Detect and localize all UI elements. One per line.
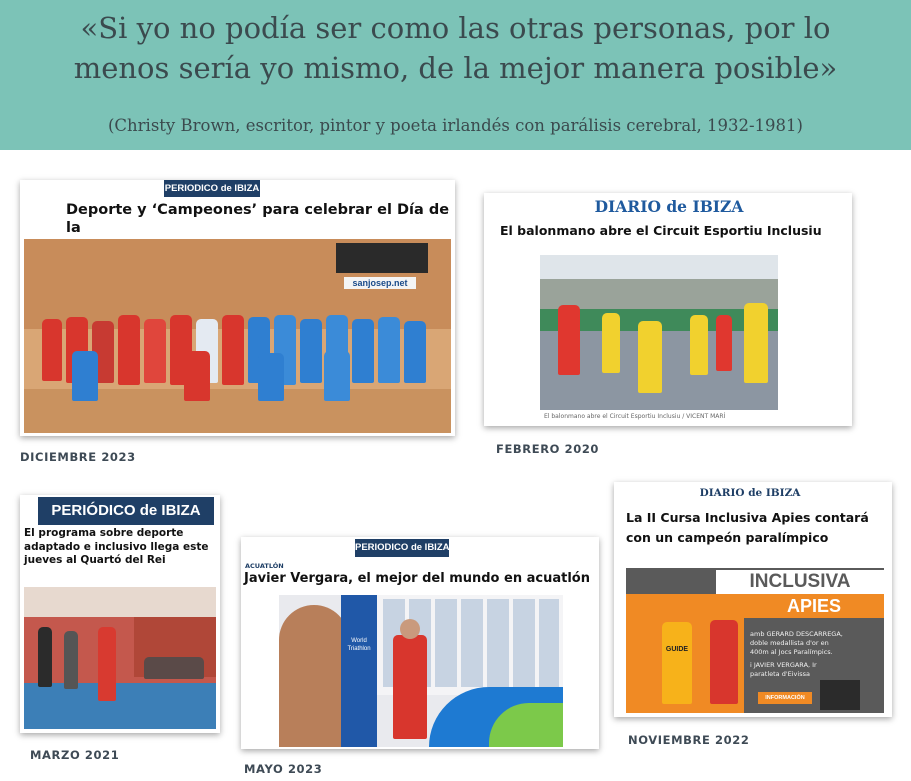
- player: [744, 303, 768, 383]
- poster-text: [750, 630, 882, 679]
- headline: [24, 527, 209, 568]
- headline-line-2: adaptado e inclusivo llega este: [24, 540, 209, 553]
- clipping-mayo-2023: [241, 537, 599, 749]
- race-poster: [626, 568, 884, 713]
- person: [38, 627, 52, 687]
- clipping-date: MAYO 2023: [244, 762, 323, 776]
- person: [98, 627, 116, 701]
- person: [72, 351, 98, 401]
- headline-line-2: con un campeón paralímpico: [626, 530, 829, 545]
- quote-text: [20, 8, 891, 88]
- player: [716, 315, 732, 371]
- photo-caption: El balonmano abre el Circuit Esportiu Inclusiu / VICENT MARÍ: [544, 413, 726, 420]
- headline-line-1: El programa sobre deporte: [24, 527, 184, 539]
- group-photo: [24, 239, 451, 433]
- headline-line-1: La II Cursa Inclusiva Apies contará: [626, 510, 869, 525]
- person: [378, 317, 400, 383]
- player: [690, 315, 708, 375]
- newspaper-masthead: DIARIO de IBIZA: [594, 197, 744, 216]
- ceiling: [24, 587, 216, 617]
- quote-attribution: (Christy Brown, escritor, pintor y poeta irlandés con parálisis cerebral, 1932-1981): [107, 116, 803, 135]
- newspaper-masthead: PERIÓDICO de IBIZA: [38, 497, 214, 525]
- quote-banner: [0, 0, 911, 150]
- person: [42, 319, 62, 381]
- person: [258, 353, 284, 401]
- arch: [279, 605, 349, 747]
- person: [184, 351, 210, 401]
- clipping-date: NOVIEMBRE 2022: [628, 733, 750, 747]
- person: [64, 631, 78, 689]
- clipping-date: MARZO 2021: [30, 748, 120, 762]
- person: [144, 319, 166, 383]
- newspaper-masthead: DIARIO de IBIZA: [699, 487, 801, 499]
- clipping-marzo-2021: [20, 495, 220, 733]
- athlete-head: [400, 619, 420, 639]
- clipping-noviembre-2022: [614, 482, 892, 717]
- person: [324, 351, 350, 401]
- newspaper-masthead: PERIODICO de IBIZA: [355, 539, 449, 557]
- person: [118, 315, 140, 385]
- player: [602, 313, 620, 373]
- finish-banner: [341, 595, 377, 747]
- clipping-date: DICIEMBRE 2023: [20, 450, 136, 464]
- player: [638, 321, 662, 393]
- handball-photo: [540, 255, 778, 410]
- runner: [662, 622, 692, 704]
- person: [404, 321, 426, 383]
- photo-sign: World Triathlon: [347, 638, 371, 652]
- photo-sign: sanjosep.net: [344, 277, 416, 289]
- person: [144, 657, 204, 679]
- clipping-date: FEBRERO 2020: [496, 442, 600, 456]
- quote-line-2: menos sería yo mismo, de la mejor manera posible»: [73, 51, 838, 85]
- headline-line-1: Deporte y ‘Campeones’ para celebrar el Día de la: [66, 202, 450, 236]
- poster-text-line: doble medallista d'or en: [750, 639, 829, 647]
- headline-line-3: jueves al Quartó del Rei: [24, 554, 166, 566]
- headline: Javier Vergara, el mejor del mundo en acuatlón: [244, 571, 590, 586]
- quote-line-1: «Si yo no podía ser como las otras personas, por lo: [80, 11, 831, 45]
- poster-text-line: paratleta d'Eivissa: [750, 670, 810, 678]
- poster-title: INCLUSIVA: [716, 570, 884, 594]
- gym-photo: [24, 587, 216, 729]
- section-label: ACUATLÓN: [245, 562, 284, 570]
- clipping-febrero-2020: [484, 193, 852, 426]
- athlete: [393, 635, 427, 739]
- portrait: [820, 680, 860, 710]
- triathlon-photo: [279, 595, 563, 747]
- blue-floor: [24, 683, 216, 729]
- headline: [626, 508, 869, 548]
- poster-text-line: amb GERARD DESCARREGA,: [750, 630, 843, 638]
- poster-button: INFORMACIÓN: [758, 692, 812, 704]
- poster-text-line: i JAVIER VERGARA, Ir: [750, 661, 817, 669]
- newspaper-masthead: PERIODICO de IBIZA: [164, 180, 260, 197]
- poster-text-line: 400m al Jocs Paralímpics.: [750, 648, 833, 656]
- runner: [710, 620, 738, 704]
- person: [222, 315, 244, 385]
- scoreboard: [336, 243, 428, 273]
- person: [352, 319, 374, 383]
- runner-bib: GUIDE: [665, 646, 689, 653]
- headline: El balonmano abre el Circuit Esportiu Inclusiu: [500, 223, 822, 238]
- clipping-diciembre-2023: [20, 180, 455, 436]
- poster-subtitle: APIES: [744, 594, 884, 618]
- player: [558, 305, 580, 375]
- person: [300, 319, 322, 383]
